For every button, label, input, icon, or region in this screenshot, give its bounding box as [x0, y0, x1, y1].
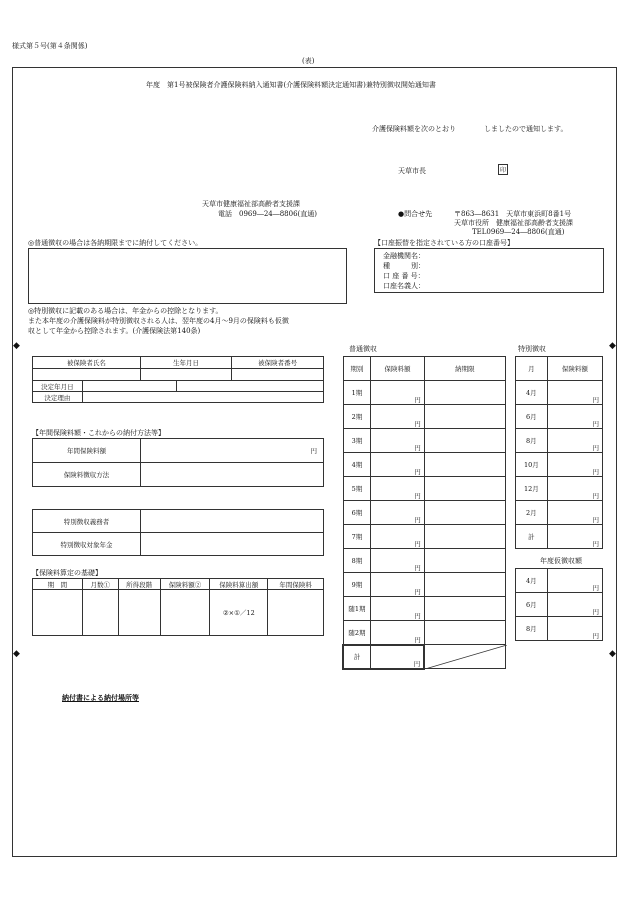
- bank-heading: 【口座振替を指定されている方の口座番号】: [374, 239, 514, 247]
- ordinary-header: 保険料額: [371, 357, 425, 381]
- ordinary-header: 納期限: [424, 357, 505, 381]
- birth-date-header: 生年月日: [140, 357, 232, 369]
- special-yen: 円: [547, 501, 602, 525]
- bank-row: 口座名義人：: [383, 282, 425, 290]
- ordinary-yen: 円: [371, 501, 425, 525]
- provisional-yen: 円: [547, 593, 602, 617]
- special-yen: 円: [547, 477, 602, 501]
- annual-amount-label: 年間保険料額: [33, 439, 141, 463]
- ordinary-period: 3期: [343, 429, 371, 453]
- ordinary-period: 7期: [343, 525, 371, 549]
- bank-row: 口 座 番 号：: [383, 272, 425, 280]
- side-label: (表): [302, 57, 315, 65]
- special-heading: 特別徴収: [518, 345, 546, 353]
- ordinary-total-slash: [424, 645, 505, 669]
- ordinary-table: [342, 356, 506, 670]
- insured-name-header: 被保険者氏名: [33, 357, 141, 369]
- basis-table: [32, 578, 324, 636]
- bank-box: [374, 248, 604, 293]
- ordinary-period: 随2期: [343, 621, 371, 645]
- ordinary-period: 5期: [343, 477, 371, 501]
- decision-reason-label: 決定理由: [33, 392, 83, 403]
- insured-number-header: 被保険者番号: [232, 357, 324, 369]
- basis-header: 保険料額②: [160, 579, 210, 590]
- ordinary-note: ◎普通徴収の場合は各納期限までに納付してください。: [28, 239, 203, 247]
- ordinary-yen: 円: [371, 525, 425, 549]
- ordinary-period: 随1期: [343, 597, 371, 621]
- ordinary-period: 8期: [343, 549, 371, 573]
- registration-mark: ◆: [13, 341, 20, 351]
- ordinary-yen: 円: [371, 429, 425, 453]
- special-header: 保険料額: [547, 357, 602, 381]
- annual-heading: 【年間保険料額・これからの納付方法等】: [32, 429, 165, 437]
- special-header: 月: [516, 357, 548, 381]
- ordinary-total-yen: 円: [371, 645, 425, 669]
- special-month: 4月: [516, 381, 548, 405]
- ordinary-period: 2期: [343, 405, 371, 429]
- basis-header: 年間保険料: [268, 579, 324, 590]
- ordinary-yen: 円: [371, 573, 425, 597]
- provisional-month: 6月: [516, 593, 548, 617]
- provisional-heading: 年度仮徴収額: [540, 557, 582, 565]
- form-number: 様式第５号(第４条関係): [12, 42, 88, 50]
- registration-mark: ◆: [13, 649, 20, 659]
- special-yen: 円: [547, 453, 602, 477]
- provisional-yen: 円: [547, 617, 602, 641]
- ordinary-yen: 円: [371, 453, 425, 477]
- ordinary-note-box: [28, 248, 347, 304]
- issuer-dept: 天草市健康福祉部高齢者支援課: [202, 200, 300, 208]
- special-yen: 円: [547, 429, 602, 453]
- annual-table: [32, 438, 324, 487]
- ordinary-period: 9期: [343, 573, 371, 597]
- inquiry-line2: 天草市役所 健康福祉部高齢者支援課: [454, 219, 573, 227]
- special-yen: 円: [547, 381, 602, 405]
- notice-line: 介護保険料額を次のとおり しましたので通知します。: [372, 125, 568, 133]
- inquiry-line3: TEL0969―24―8806(直通): [472, 228, 565, 236]
- basis-header: 保険料算出額: [210, 579, 268, 590]
- inquiry-label: ●問合せ先: [398, 210, 433, 218]
- special-note-line: ◎特別徴収に記載のある場合は、年金からの控除となります。: [28, 307, 223, 315]
- ordinary-period: 1期: [343, 381, 371, 405]
- basis-header: 所得段階: [118, 579, 160, 590]
- ordinary-total: 計: [343, 645, 371, 669]
- obligor-label: 特別徴収義務者: [33, 510, 141, 533]
- special-note: [28, 306, 289, 336]
- ordinary-heading: 普通徴収: [349, 345, 377, 353]
- provisional-month: 8月: [516, 617, 548, 641]
- ordinary-period: 6期: [343, 501, 371, 525]
- provisional-month: 4月: [516, 569, 548, 593]
- special-month: 8月: [516, 429, 548, 453]
- ordinary-yen: 円: [371, 381, 425, 405]
- basis-header: 期 間: [33, 579, 83, 590]
- special-total: 計: [516, 525, 548, 549]
- page-title: 年度 第1号被保険者介護保険料納入通知書(介護保険料額決定通知書)兼特別徴収開始通知書: [146, 81, 436, 89]
- special-obligor-table: [32, 509, 324, 556]
- special-month: 10月: [516, 453, 548, 477]
- pension-label: 特別徴収対象年金: [33, 533, 141, 556]
- ordinary-header: 期別: [343, 357, 371, 381]
- special-note-line: 収として年金から控除されます。(介護保険法第140条): [28, 327, 201, 335]
- registration-mark: ◆: [609, 649, 616, 659]
- special-yen: 円: [547, 405, 602, 429]
- decision-table: [32, 380, 324, 403]
- special-month: 6月: [516, 405, 548, 429]
- ordinary-period: 4期: [343, 453, 371, 477]
- bank-row: 種 別：: [383, 262, 425, 270]
- mayor: 天草市長: [398, 167, 426, 175]
- provisional-yen: 円: [547, 569, 602, 593]
- ordinary-yen: 円: [371, 621, 425, 645]
- decision-date-label: 決定年月日: [33, 381, 83, 392]
- basis-formula: ②×①／12: [210, 590, 268, 636]
- ordinary-yen: 円: [371, 405, 425, 429]
- basis-header: 月数①: [82, 579, 118, 590]
- special-note-line: また本年度の介護保険料が特別徴収される人は、翌年度の4月～9月の保険料も仮徴: [28, 317, 289, 325]
- ordinary-yen: 円: [371, 549, 425, 573]
- insured-table: [32, 356, 324, 381]
- basis-heading: 【保険料算定の基礎】: [32, 569, 102, 577]
- special-yen: 円: [547, 525, 602, 549]
- inquiry-line1: 〒863―8631 天草市東浜町8番1号: [454, 210, 572, 218]
- bank-row: 金融機関名：: [383, 252, 425, 260]
- seal: 印: [498, 164, 508, 175]
- diagonal-line: [425, 645, 507, 669]
- ordinary-yen: 円: [371, 597, 425, 621]
- provisional-table: [515, 568, 603, 641]
- payment-place-heading: 納付書による納付場所等: [62, 693, 139, 702]
- registration-mark: ◆: [609, 341, 616, 351]
- special-month: 2月: [516, 501, 548, 525]
- collection-method-label: 保険料徴収方法: [33, 463, 141, 487]
- ordinary-yen: 円: [371, 477, 425, 501]
- annual-amount-yen: 円: [141, 439, 324, 463]
- special-month: 12月: [516, 477, 548, 501]
- issuer-phone: 電話 0969―24―8806(直通): [218, 210, 317, 218]
- special-table: [515, 356, 603, 549]
